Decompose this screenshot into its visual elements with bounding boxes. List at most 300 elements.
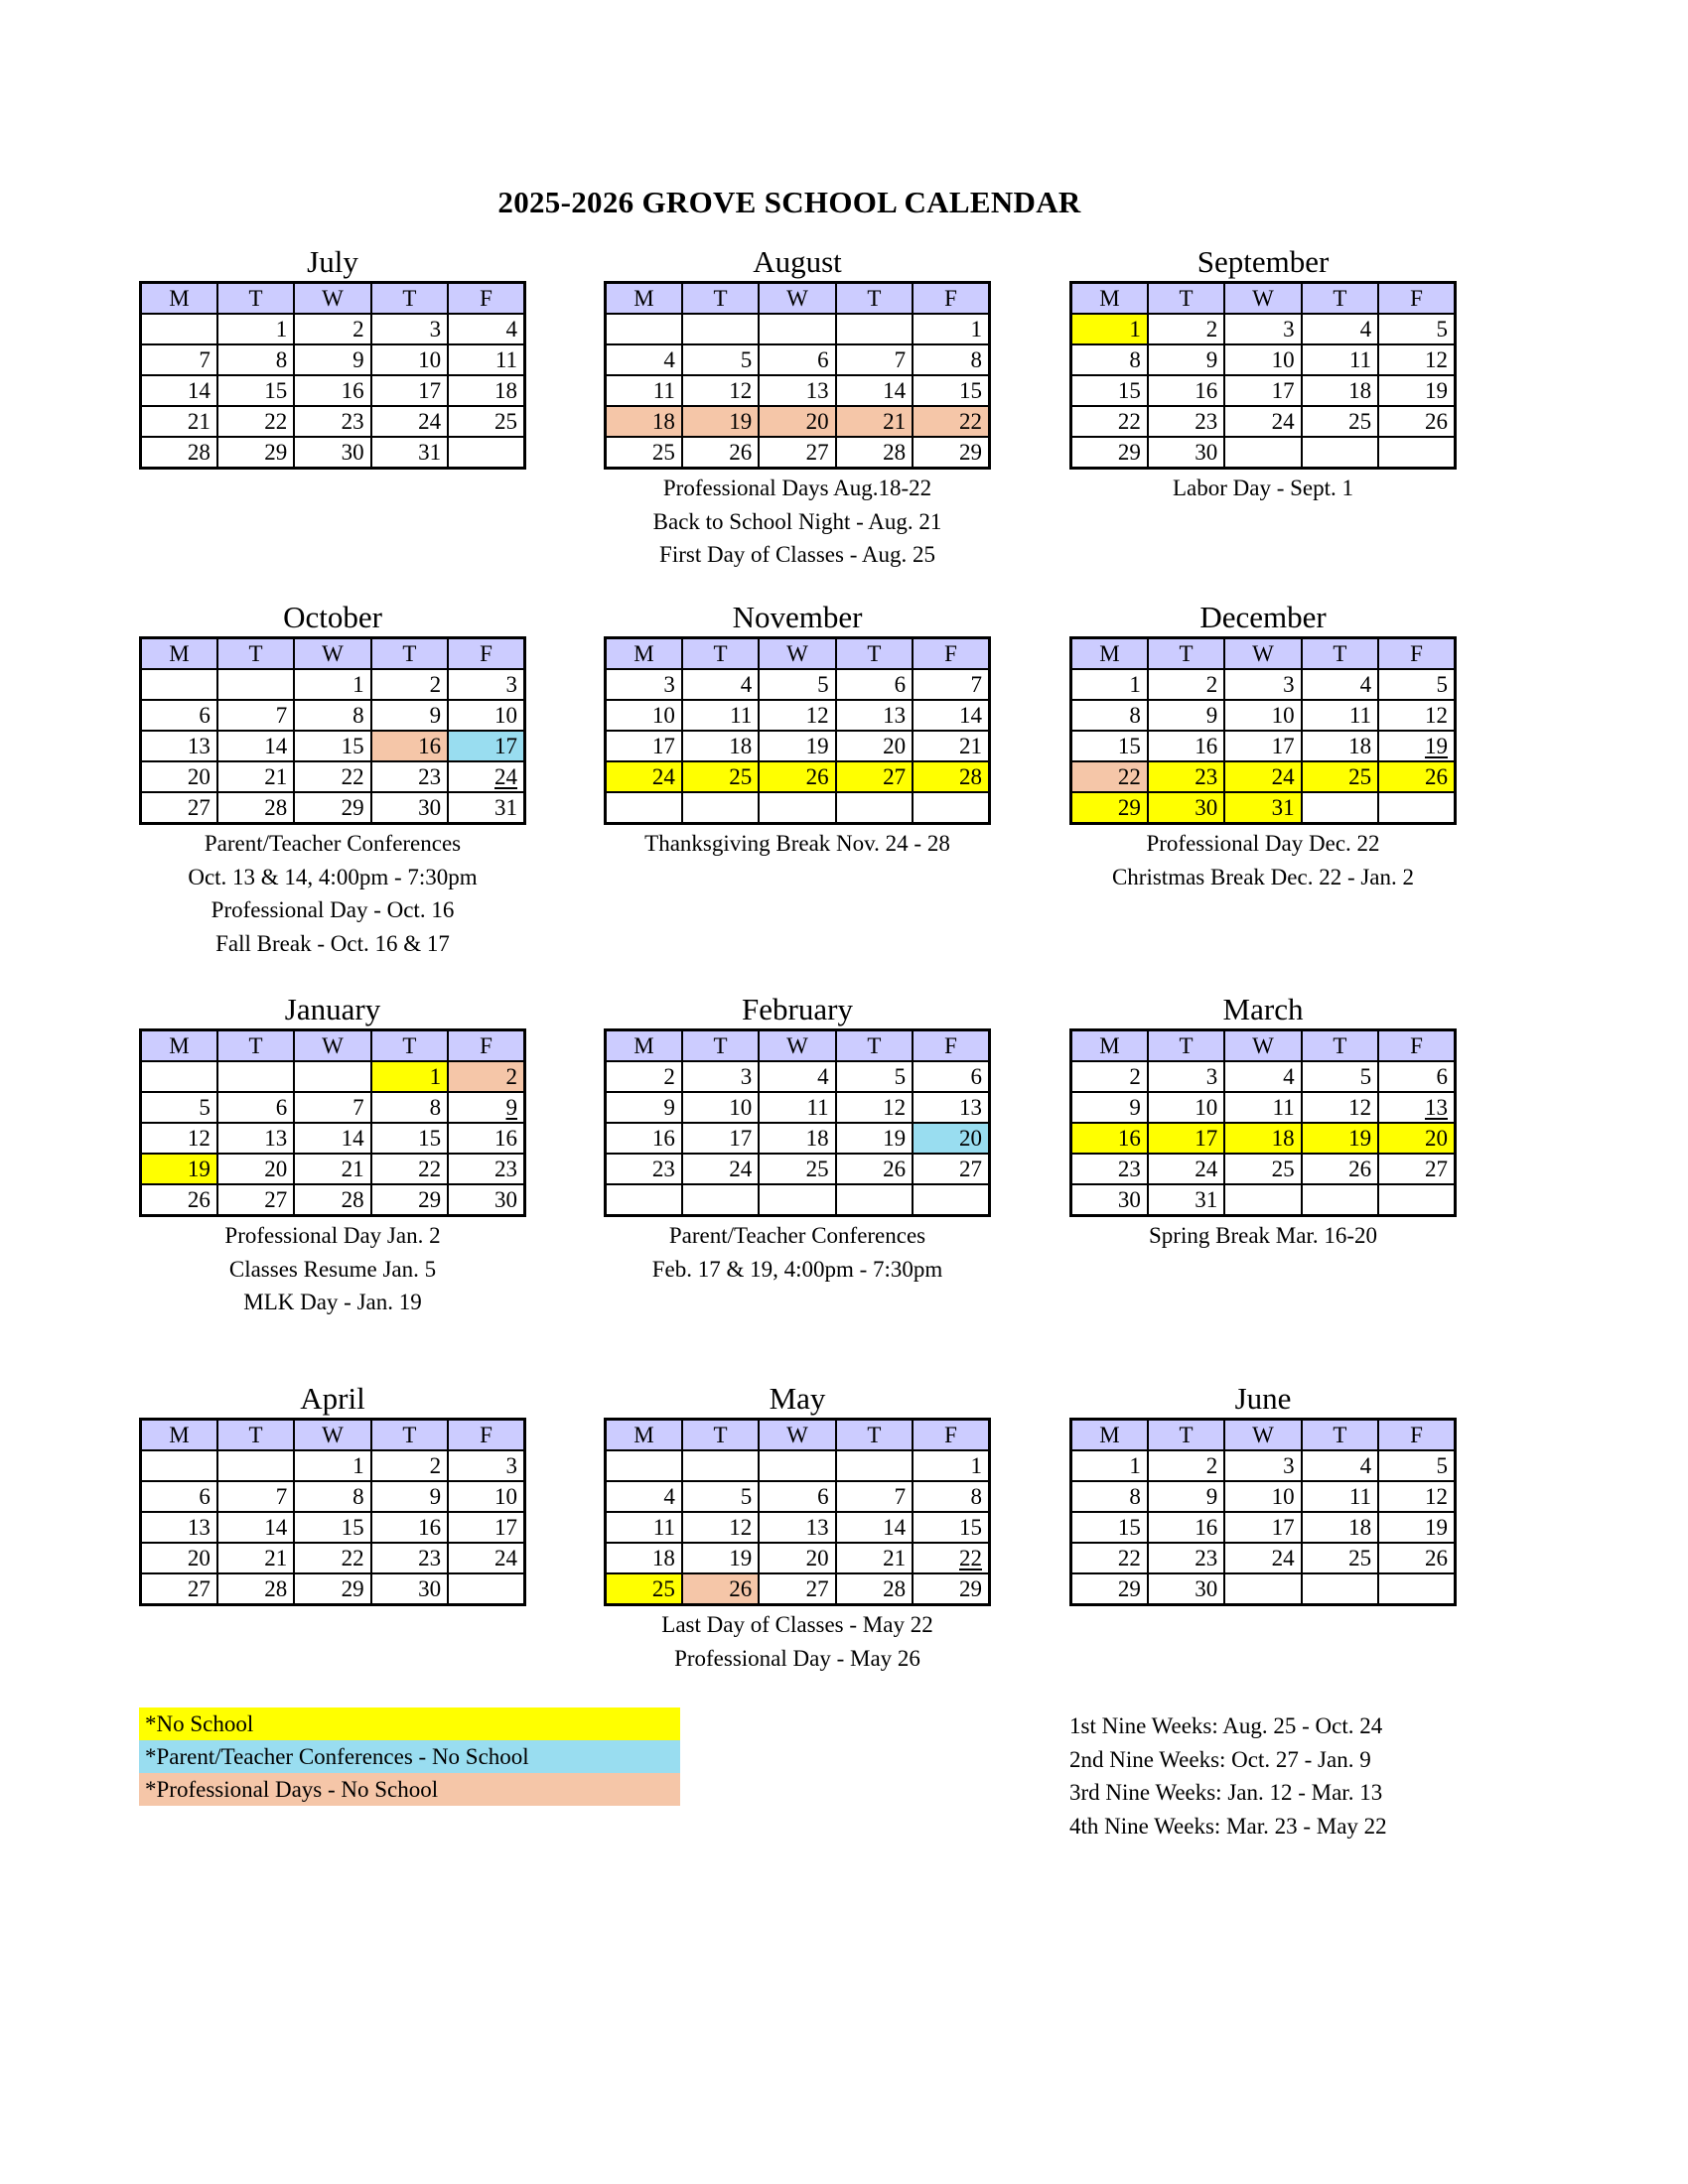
day-cell: [141, 792, 217, 824]
month-notes: [604, 827, 991, 861]
day-cell: [1378, 1123, 1455, 1154]
day-number: 23: [418, 1546, 442, 1570]
day-cell: [606, 1543, 682, 1573]
day-number: 10: [1195, 1095, 1218, 1120]
note-line: Christmas Break Dec. 22 - Jan. 2: [1111, 864, 1415, 889]
day-number: 31: [1195, 1187, 1218, 1212]
day-cell: [606, 1512, 682, 1543]
day-cell: [217, 406, 294, 437]
day-number: 1: [1129, 1453, 1141, 1478]
weekday-header: T: [682, 1420, 759, 1451]
day-cell: [294, 761, 370, 792]
day-number: 18: [729, 734, 753, 758]
weekday-header: M: [1071, 1030, 1148, 1062]
month-name: May: [769, 1381, 826, 1416]
day-cell: [1378, 731, 1455, 761]
day-cell: [371, 344, 448, 375]
weekday-header: W: [1224, 283, 1301, 315]
week-row: [141, 669, 525, 700]
legend-item: *Professional Days - No School: [139, 1773, 680, 1806]
day-cell: [759, 375, 835, 406]
day-number: 2: [429, 1453, 442, 1478]
day-cell: [217, 314, 294, 344]
day-cell: [682, 700, 759, 731]
day-cell: [217, 1123, 294, 1154]
month-notes: [604, 1219, 991, 1286]
day-number: 19: [729, 1546, 753, 1570]
day-number: 5: [817, 672, 829, 697]
day-number: 8: [1129, 1484, 1141, 1509]
day-cell: [913, 792, 989, 824]
day-number: 2: [1205, 317, 1218, 341]
day-number: 20: [805, 1546, 829, 1570]
day-number: 10: [418, 347, 442, 372]
day-cell: [1224, 314, 1301, 344]
day-number: 19: [1425, 378, 1448, 403]
day-cell: [1148, 1450, 1224, 1481]
day-cell: [294, 700, 370, 731]
day-cell: [759, 1123, 835, 1154]
day-number: 15: [341, 1515, 364, 1540]
day-number: 8: [1129, 347, 1141, 372]
week-row: [606, 669, 990, 700]
day-cell: [1224, 1184, 1301, 1216]
day-number: 17: [1271, 378, 1295, 403]
day-number: 19: [729, 409, 753, 434]
day-number: 16: [418, 734, 442, 758]
day-number: 25: [1271, 1157, 1295, 1181]
day-cell: [836, 1154, 913, 1184]
day-number: 24: [729, 1157, 753, 1181]
day-number: 25: [651, 1576, 675, 1601]
day-cell: [759, 437, 835, 469]
day-cell: [606, 1184, 682, 1216]
day-cell: [217, 1512, 294, 1543]
month-march: [1069, 991, 1457, 1253]
day-number: 31: [1271, 795, 1295, 820]
legend-item: *Parent/Teacher Conferences - No School: [139, 1740, 680, 1773]
weekday-header: M: [1071, 638, 1148, 670]
day-number: 7: [275, 703, 288, 728]
weekday-header: T: [1148, 1420, 1224, 1451]
day-cell: [294, 731, 370, 761]
day-cell: [1378, 1450, 1455, 1481]
day-cell: [1302, 669, 1378, 700]
day-cell: [913, 669, 989, 700]
day-cell: [836, 1573, 913, 1605]
day-cell: [913, 1184, 989, 1216]
day-number: 12: [729, 1515, 753, 1540]
day-number: 17: [494, 734, 517, 758]
day-number: 24: [494, 764, 517, 789]
day-number: 6: [817, 1484, 829, 1509]
day-number: 3: [1283, 672, 1295, 697]
month-january: [139, 991, 526, 1319]
day-number: 7: [352, 1095, 364, 1120]
day-cell: [759, 1573, 835, 1605]
day-number: 29: [341, 1576, 364, 1601]
day-number: 26: [729, 1576, 753, 1601]
day-number: 18: [1348, 734, 1372, 758]
day-cell: [1302, 344, 1378, 375]
day-number: 15: [1117, 1515, 1141, 1540]
weekday-header-row: [141, 283, 525, 315]
day-cell: [836, 1123, 913, 1154]
day-number: 10: [494, 1484, 517, 1509]
week-row: [1071, 314, 1456, 344]
day-number: 30: [494, 1187, 517, 1212]
week-row: [606, 761, 990, 792]
day-cell: [1224, 761, 1301, 792]
day-cell: [682, 406, 759, 437]
month-table: [604, 636, 991, 825]
day-cell: [1224, 1573, 1301, 1605]
day-cell: [913, 1123, 989, 1154]
day-cell: [682, 731, 759, 761]
month-april: [139, 1380, 526, 1606]
day-cell: [1378, 406, 1455, 437]
day-cell: [141, 1092, 217, 1123]
day-number: 21: [883, 1546, 907, 1570]
day-cell: [682, 761, 759, 792]
day-number: 7: [894, 347, 907, 372]
day-cell: [371, 761, 448, 792]
day-number: 10: [651, 703, 675, 728]
weekday-header: T: [1148, 638, 1224, 670]
day-number: 18: [1348, 378, 1372, 403]
day-cell: [606, 761, 682, 792]
day-cell: [1148, 700, 1224, 731]
month-table: [139, 281, 526, 470]
day-number: 8: [352, 1484, 364, 1509]
day-number: 6: [275, 1095, 288, 1120]
week-row: [606, 1184, 990, 1216]
month-may: [604, 1380, 991, 1675]
month-notes: [604, 1608, 991, 1675]
day-number: 22: [1117, 1546, 1141, 1570]
day-number: 20: [805, 409, 829, 434]
day-cell: [836, 1481, 913, 1512]
day-cell: [217, 731, 294, 761]
day-cell: [836, 375, 913, 406]
day-number: 25: [1348, 764, 1372, 789]
month-table: [1069, 1028, 1457, 1217]
day-number: 28: [187, 440, 211, 465]
day-cell: [1302, 1481, 1378, 1512]
day-cell: [294, 437, 370, 469]
day-cell: [1148, 437, 1224, 469]
weekday-header-row: [606, 283, 990, 315]
note-line: First Day of Classes - Aug. 25: [659, 542, 935, 567]
day-cell: [1302, 792, 1378, 824]
weekday-header: T: [682, 283, 759, 315]
month-name: August: [753, 244, 842, 279]
day-cell: [1071, 1184, 1148, 1216]
week-row: [1071, 761, 1456, 792]
day-number: 10: [1271, 703, 1295, 728]
week-row: [141, 1184, 525, 1216]
day-number: 15: [264, 378, 288, 403]
weekday-header: M: [606, 1030, 682, 1062]
note-line: Fall Break - Oct. 16 & 17: [215, 930, 450, 956]
day-cell: [1302, 1573, 1378, 1605]
day-number: 23: [1195, 1546, 1218, 1570]
day-cell: [448, 761, 524, 792]
day-number: 1: [970, 1453, 982, 1478]
month-table: [1069, 1418, 1457, 1606]
day-cell: [1071, 1092, 1148, 1123]
month-notes: [1069, 472, 1457, 505]
day-cell: [1148, 406, 1224, 437]
day-cell: [913, 1543, 989, 1573]
day-cell: [682, 1154, 759, 1184]
day-cell: [1378, 1543, 1455, 1573]
day-cell: [759, 1481, 835, 1512]
day-cell: [836, 1092, 913, 1123]
day-cell: [759, 1184, 835, 1216]
day-cell: [1302, 1061, 1378, 1092]
day-cell: [1224, 1481, 1301, 1512]
week-row: [1071, 344, 1456, 375]
day-cell: [371, 669, 448, 700]
day-cell: [371, 731, 448, 761]
day-number: 6: [970, 1064, 982, 1089]
day-cell: [217, 669, 294, 700]
day-number: 17: [1271, 1515, 1295, 1540]
day-number: 19: [1425, 734, 1448, 758]
week-row: [1071, 375, 1456, 406]
day-number: 19: [805, 734, 829, 758]
weekday-header: M: [1071, 283, 1148, 315]
day-cell: [1224, 731, 1301, 761]
day-cell: [448, 1123, 524, 1154]
day-cell: [913, 761, 989, 792]
month-notes: [139, 827, 526, 960]
day-number: 24: [1271, 1546, 1295, 1570]
weekday-header: T: [1302, 638, 1378, 670]
day-number: 12: [1425, 703, 1448, 728]
week-row: [606, 1154, 990, 1184]
day-cell: [1302, 375, 1378, 406]
day-cell: [1224, 437, 1301, 469]
day-number: 13: [883, 703, 907, 728]
nine-weeks-item: 1st Nine Weeks: Aug. 25 - Oct. 24: [1069, 1713, 1383, 1738]
day-cell: [141, 1481, 217, 1512]
day-number: 27: [959, 1157, 982, 1181]
day-cell: [217, 700, 294, 731]
day-cell: [371, 1184, 448, 1216]
week-row: [606, 1573, 990, 1605]
note-line: Feb. 17 & 19, 4:00pm - 7:30pm: [651, 1256, 943, 1282]
month-name: April: [300, 1381, 365, 1416]
week-row: [606, 700, 990, 731]
week-row: [1071, 1481, 1456, 1512]
weekday-header: T: [1148, 283, 1224, 315]
day-number: 26: [883, 1157, 907, 1181]
day-number: 30: [341, 440, 364, 465]
day-cell: [836, 731, 913, 761]
day-cell: [1148, 1573, 1224, 1605]
day-number: 20: [264, 1157, 288, 1181]
day-number: 3: [505, 1453, 517, 1478]
day-cell: [1071, 761, 1148, 792]
day-number: 16: [1195, 378, 1218, 403]
day-cell: [759, 1512, 835, 1543]
day-number: 27: [805, 1576, 829, 1601]
day-number: 12: [1425, 1484, 1448, 1509]
weekday-header-row: [141, 1030, 525, 1062]
day-cell: [217, 375, 294, 406]
day-cell: [371, 1512, 448, 1543]
day-number: 11: [652, 378, 675, 403]
day-number: 7: [275, 1484, 288, 1509]
day-cell: [1224, 344, 1301, 375]
month-june: [1069, 1380, 1457, 1606]
weekday-header: F: [1378, 1030, 1455, 1062]
nine-weeks-list: [1069, 1709, 1387, 1843]
day-cell: [836, 792, 913, 824]
week-row: [141, 731, 525, 761]
week-row: [606, 375, 990, 406]
weekday-header: M: [606, 1420, 682, 1451]
day-number: 14: [341, 1126, 364, 1151]
note-line: Professional Day Jan. 2: [224, 1223, 441, 1248]
day-number: 27: [1425, 1157, 1448, 1181]
day-cell: [1148, 1061, 1224, 1092]
day-number: 16: [1195, 734, 1218, 758]
day-cell: [759, 344, 835, 375]
day-cell: [1071, 314, 1148, 344]
month-september: [1069, 243, 1457, 505]
weekday-header: W: [1224, 638, 1301, 670]
day-cell: [759, 1450, 835, 1481]
day-cell: [448, 314, 524, 344]
weekday-header: W: [294, 1030, 370, 1062]
weekday-header: F: [448, 638, 524, 670]
day-number: 11: [1272, 1095, 1295, 1120]
week-row: [141, 761, 525, 792]
day-cell: [1071, 669, 1148, 700]
week-row: [606, 731, 990, 761]
day-number: 16: [494, 1126, 517, 1151]
day-cell: [1071, 1123, 1148, 1154]
day-cell: [294, 1184, 370, 1216]
day-cell: [371, 1092, 448, 1123]
day-cell: [606, 1573, 682, 1605]
day-number: 17: [494, 1515, 517, 1540]
day-cell: [1302, 1092, 1378, 1123]
weekday-header: M: [141, 283, 217, 315]
weekday-header: M: [141, 1420, 217, 1451]
day-number: 16: [418, 1515, 442, 1540]
day-cell: [1378, 1481, 1455, 1512]
week-row: [1071, 1154, 1456, 1184]
day-number: 10: [1271, 1484, 1295, 1509]
day-cell: [1224, 700, 1301, 731]
day-cell: [1224, 375, 1301, 406]
day-cell: [1224, 1154, 1301, 1184]
day-cell: [682, 1123, 759, 1154]
day-cell: [1302, 1184, 1378, 1216]
day-cell: [294, 1543, 370, 1573]
day-number: 13: [264, 1126, 288, 1151]
month-notes: [604, 472, 991, 572]
day-cell: [141, 375, 217, 406]
day-cell: [836, 761, 913, 792]
day-number: 26: [729, 440, 753, 465]
day-cell: [448, 792, 524, 824]
weekday-header: F: [913, 1030, 989, 1062]
day-cell: [913, 700, 989, 731]
day-cell: [1071, 1154, 1148, 1184]
day-number: 22: [1117, 409, 1141, 434]
nine-weeks-item: 4th Nine Weeks: Mar. 23 - May 22: [1069, 1813, 1387, 1839]
day-cell: [759, 761, 835, 792]
day-cell: [606, 1092, 682, 1123]
month-table: [604, 1418, 991, 1606]
day-number: 12: [883, 1095, 907, 1120]
day-cell: [913, 344, 989, 375]
day-number: 17: [1271, 734, 1295, 758]
day-number: 3: [1283, 1453, 1295, 1478]
day-cell: [1071, 1061, 1148, 1092]
month-notes: [139, 1219, 526, 1319]
day-number: 26: [805, 764, 829, 789]
day-number: 12: [187, 1126, 211, 1151]
day-cell: [1148, 669, 1224, 700]
week-row: [1071, 731, 1456, 761]
week-row: [1071, 1573, 1456, 1605]
day-number: 21: [264, 1546, 288, 1570]
day-number: 3: [740, 1064, 753, 1089]
day-number: 26: [1425, 764, 1448, 789]
day-cell: [217, 1154, 294, 1184]
day-number: 24: [1195, 1157, 1218, 1181]
day-cell: [1071, 792, 1148, 824]
day-cell: [1224, 1061, 1301, 1092]
day-cell: [371, 1061, 448, 1092]
note-line: Professional Day Dec. 22: [1146, 831, 1380, 856]
day-number: 29: [1117, 440, 1141, 465]
weekday-header: F: [1378, 283, 1455, 315]
week-row: [141, 375, 525, 406]
day-number: 6: [199, 1484, 211, 1509]
month-name: June: [1234, 1381, 1292, 1416]
day-cell: [217, 1092, 294, 1123]
month-table: [139, 1028, 526, 1217]
day-cell: [682, 1512, 759, 1543]
day-cell: [1148, 344, 1224, 375]
day-number: 27: [187, 795, 211, 820]
day-cell: [141, 314, 217, 344]
day-number: 4: [663, 347, 675, 372]
day-number: 14: [959, 703, 982, 728]
day-cell: [682, 669, 759, 700]
day-cell: [836, 700, 913, 731]
day-cell: [606, 314, 682, 344]
day-cell: [217, 1543, 294, 1573]
day-cell: [1224, 406, 1301, 437]
day-number: 27: [264, 1187, 288, 1212]
weekday-header: T: [1302, 1030, 1378, 1062]
weekday-header: T: [371, 1420, 448, 1451]
day-number: 5: [1436, 672, 1448, 697]
week-row: [606, 1543, 990, 1573]
day-number: 30: [1195, 1576, 1218, 1601]
day-number: 31: [494, 795, 517, 820]
day-cell: [141, 700, 217, 731]
day-cell: [606, 669, 682, 700]
